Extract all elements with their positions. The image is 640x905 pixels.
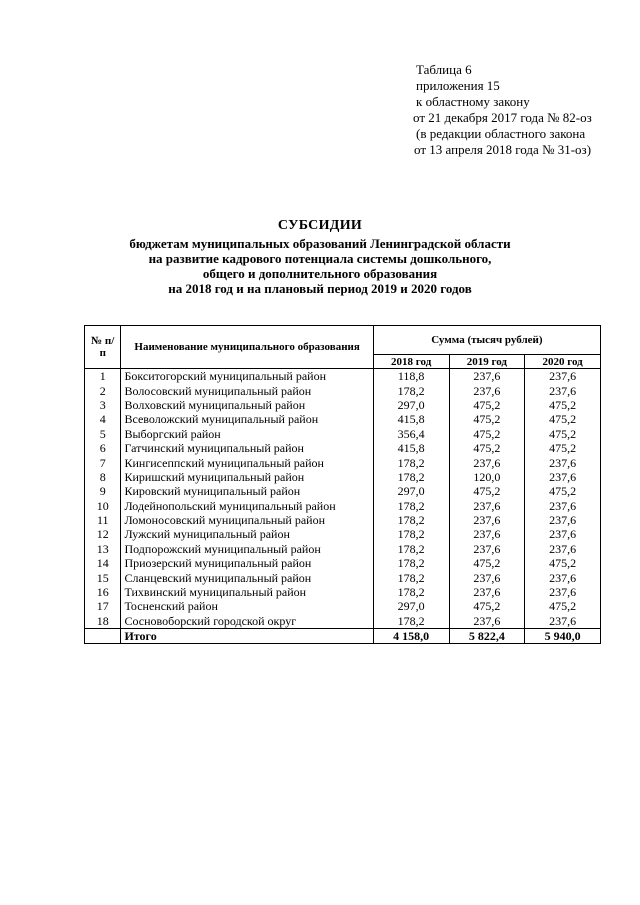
row-value: 178,2 bbox=[373, 585, 449, 599]
row-number: 11 bbox=[85, 513, 121, 527]
row-value: 237,6 bbox=[449, 383, 525, 397]
table-row bbox=[85, 441, 601, 455]
row-value: 475,2 bbox=[525, 441, 601, 455]
title-line-4: на 2018 год и на плановый период 2019 и 2020 годов bbox=[168, 281, 472, 296]
row-value: 475,2 bbox=[449, 398, 525, 412]
table-row bbox=[85, 383, 601, 397]
table-row bbox=[85, 369, 601, 384]
total-value: 4 158,0 bbox=[373, 629, 449, 644]
row-value: 475,2 bbox=[449, 412, 525, 426]
row-value: 178,2 bbox=[373, 513, 449, 527]
table-row bbox=[85, 570, 601, 584]
row-value: 237,6 bbox=[449, 455, 525, 469]
row-value: 475,2 bbox=[449, 599, 525, 613]
row-value: 178,2 bbox=[373, 527, 449, 541]
row-value: 237,6 bbox=[525, 513, 601, 527]
table-row bbox=[85, 556, 601, 570]
table-row bbox=[85, 484, 601, 498]
law-ref: к областному закону bbox=[416, 94, 530, 109]
row-value: 237,6 bbox=[525, 369, 601, 384]
row-value: 237,6 bbox=[449, 570, 525, 584]
row-number: 5 bbox=[85, 427, 121, 441]
row-name: Сосновоборский городской округ bbox=[121, 614, 373, 629]
row-number: 12 bbox=[85, 527, 121, 541]
total-label: Итого bbox=[121, 629, 373, 644]
row-number: 18 bbox=[85, 614, 121, 629]
table-row bbox=[85, 412, 601, 426]
row-value: 475,2 bbox=[525, 599, 601, 613]
document-header bbox=[413, 62, 595, 158]
page-title: СУБСИДИИ bbox=[277, 218, 363, 233]
row-name: Тихвинский муниципальный район bbox=[121, 585, 373, 599]
row-number: 3 bbox=[85, 398, 121, 412]
row-number: 16 bbox=[85, 585, 121, 599]
row-value: 237,6 bbox=[525, 570, 601, 584]
row-value: 237,6 bbox=[525, 585, 601, 599]
row-name: Выборгский район bbox=[121, 427, 373, 441]
table-row bbox=[85, 513, 601, 527]
row-name: Волховский муниципальный район bbox=[121, 398, 373, 412]
table-row bbox=[85, 427, 601, 441]
col-header-year: 2018 год bbox=[373, 355, 449, 369]
row-name: Кировский муниципальный район bbox=[121, 484, 373, 498]
row-value: 237,6 bbox=[525, 470, 601, 484]
table-row bbox=[85, 527, 601, 541]
row-name: Сланцевский муниципальный район bbox=[121, 570, 373, 584]
row-value: 178,2 bbox=[373, 470, 449, 484]
table-row bbox=[85, 599, 601, 613]
law-date: от 21 декабря 2017 года № 82-оз bbox=[413, 110, 592, 125]
row-value: 178,2 bbox=[373, 499, 449, 513]
row-number: 10 bbox=[85, 499, 121, 513]
table-row bbox=[85, 499, 601, 513]
row-name: Всеволожский муниципальный район bbox=[121, 412, 373, 426]
row-value: 118,8 bbox=[373, 369, 449, 384]
col-header-number: № п/п bbox=[85, 326, 121, 369]
row-value: 237,6 bbox=[449, 585, 525, 599]
row-number: 7 bbox=[85, 455, 121, 469]
subsidies-table bbox=[84, 325, 601, 644]
table-row bbox=[85, 585, 601, 599]
row-value: 178,2 bbox=[373, 556, 449, 570]
row-name: Тосненский район bbox=[121, 599, 373, 613]
table-number: Таблица 6 bbox=[416, 62, 472, 77]
row-value: 475,2 bbox=[525, 556, 601, 570]
row-value: 475,2 bbox=[449, 484, 525, 498]
row-name: Бокситогорский муниципальный район bbox=[121, 369, 373, 384]
table-row bbox=[85, 614, 601, 629]
row-value: 475,2 bbox=[525, 484, 601, 498]
row-value: 297,0 bbox=[373, 599, 449, 613]
row-name: Кингисеппский муниципальный район bbox=[121, 455, 373, 469]
total-value: 5 940,0 bbox=[525, 629, 601, 644]
table-row bbox=[85, 398, 601, 412]
row-value: 475,2 bbox=[525, 398, 601, 412]
row-name: Гатчинский муниципальный район bbox=[121, 441, 373, 455]
row-value: 237,6 bbox=[449, 527, 525, 541]
row-number: 14 bbox=[85, 556, 121, 570]
row-number: 6 bbox=[85, 441, 121, 455]
row-value: 237,6 bbox=[525, 542, 601, 556]
row-value: 237,6 bbox=[525, 527, 601, 541]
row-value: 297,0 bbox=[373, 484, 449, 498]
title-line-2: на развитие кадрового потенциала системы дошкольного, bbox=[148, 251, 492, 266]
row-value: 237,6 bbox=[525, 383, 601, 397]
row-value: 237,6 bbox=[449, 614, 525, 629]
table-row bbox=[85, 455, 601, 469]
row-value: 237,6 bbox=[449, 369, 525, 384]
row-number: 9 bbox=[85, 484, 121, 498]
total-number-cell bbox=[85, 629, 121, 644]
row-value: 237,6 bbox=[525, 455, 601, 469]
row-name: Приозерский муниципальный район bbox=[121, 556, 373, 570]
row-value: 475,2 bbox=[449, 427, 525, 441]
row-value: 297,0 bbox=[373, 398, 449, 412]
amendment-ref: (в редакции областного закона bbox=[416, 126, 586, 141]
row-value: 178,2 bbox=[373, 570, 449, 584]
row-number: 4 bbox=[85, 412, 121, 426]
row-number: 2 bbox=[85, 383, 121, 397]
title-line-3: общего и дополнительного образования bbox=[202, 266, 438, 281]
row-name: Лодейнопольский муниципальный район bbox=[121, 499, 373, 513]
row-value: 237,6 bbox=[449, 513, 525, 527]
row-value: 475,2 bbox=[449, 441, 525, 455]
document-title bbox=[0, 218, 640, 296]
table-row bbox=[85, 542, 601, 556]
row-value: 475,2 bbox=[525, 412, 601, 426]
row-value: 356,4 bbox=[373, 427, 449, 441]
col-header-year: 2020 год bbox=[525, 355, 601, 369]
amendment-date: от 13 апреля 2018 года № 31-оз) bbox=[414, 142, 592, 157]
row-value: 178,2 bbox=[373, 614, 449, 629]
row-value: 178,2 bbox=[373, 383, 449, 397]
row-value: 475,2 bbox=[525, 427, 601, 441]
row-value: 178,2 bbox=[373, 455, 449, 469]
row-value: 237,6 bbox=[525, 499, 601, 513]
row-number: 8 bbox=[85, 470, 121, 484]
row-value: 415,8 bbox=[373, 441, 449, 455]
table-row bbox=[85, 470, 601, 484]
col-header-sum: Сумма (тысяч рублей) bbox=[373, 326, 600, 355]
row-number: 17 bbox=[85, 599, 121, 613]
row-name: Ломоносовский муниципальный район bbox=[121, 513, 373, 527]
title-line-1: бюджетам муниципальных образований Ленинградской области bbox=[129, 236, 511, 251]
col-header-name: Наименование муниципального образования bbox=[121, 326, 373, 369]
row-number: 13 bbox=[85, 542, 121, 556]
row-value: 237,6 bbox=[525, 614, 601, 629]
total-row bbox=[85, 629, 601, 644]
row-number: 15 bbox=[85, 570, 121, 584]
col-header-year: 2019 год bbox=[449, 355, 525, 369]
row-value: 415,8 bbox=[373, 412, 449, 426]
row-name: Волосовский муниципальный район bbox=[121, 383, 373, 397]
row-value: 178,2 bbox=[373, 542, 449, 556]
row-name: Лужский муниципальный район bbox=[121, 527, 373, 541]
row-value: 237,6 bbox=[449, 542, 525, 556]
row-value: 475,2 bbox=[449, 556, 525, 570]
row-name: Киришский муниципальный район bbox=[121, 470, 373, 484]
total-value: 5 822,4 bbox=[449, 629, 525, 644]
appendix-ref: приложения 15 bbox=[416, 78, 500, 93]
row-value: 237,6 bbox=[449, 499, 525, 513]
row-value: 120,0 bbox=[449, 470, 525, 484]
row-number: 1 bbox=[85, 369, 121, 384]
row-name: Подпорожский муниципальный район bbox=[121, 542, 373, 556]
